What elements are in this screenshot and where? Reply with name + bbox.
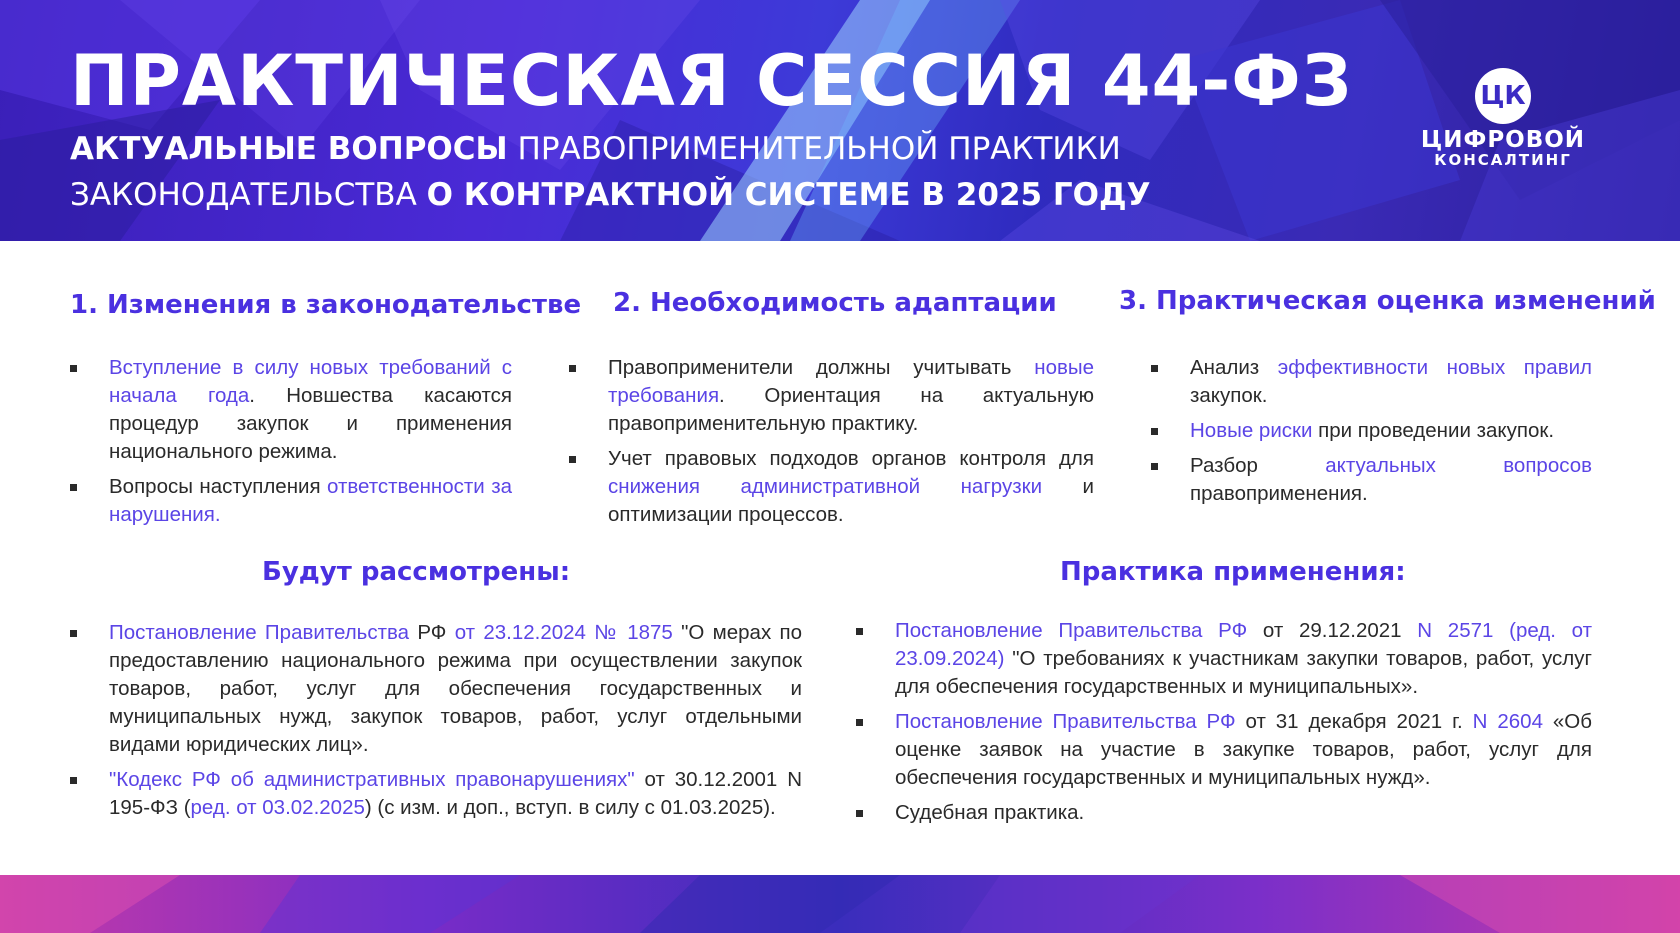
list-text: Вопросы наступления — [109, 475, 328, 498]
list-text: Правоприменители должны учитывать — [608, 356, 1035, 379]
section-3-list — [1151, 354, 1592, 515]
list-item — [70, 354, 512, 466]
list-text: «Об оценке заявок на участие в закупке товаров, работ, услуг для обеспечения государственных и муниципальных нужд». — [895, 710, 1592, 789]
section-5-title: Практика применения: — [1060, 557, 1406, 587]
list-text: . Ориентация на актуальную правоприменительную практику. — [608, 384, 1094, 435]
list-item — [856, 708, 1592, 792]
highlighted-text: Постановление Правительства РФ — [895, 619, 1248, 642]
list-text: Анализ — [1190, 356, 1278, 379]
list-item — [569, 445, 1094, 529]
bullet-icon — [1151, 463, 1158, 470]
bullet-icon — [70, 630, 77, 637]
section-2-title: 2. Необходимость адаптации — [613, 288, 1057, 318]
list-item — [1151, 354, 1592, 410]
section-4-title: Будут рассмотрены: — [262, 557, 571, 587]
highlighted-text: Постановление Правительства — [109, 621, 410, 644]
bullet-icon — [856, 628, 863, 635]
section-2-list — [569, 354, 1094, 536]
bullet-icon — [1151, 428, 1158, 435]
bullet-icon — [70, 365, 77, 372]
list-text: от 30.12.2001 N 195-ФЗ ( — [109, 768, 802, 819]
bullet-icon — [70, 484, 77, 491]
list-text: РФ — [409, 621, 455, 644]
bullet-icon — [856, 719, 863, 726]
highlighted-text: актуальных вопросов — [1325, 454, 1592, 477]
subtitle-line-2 — [70, 172, 1170, 218]
highlighted-text: Вступление в силу новых требований с начала года — [109, 356, 512, 407]
subtitle-bold-2: О КОНТРАКТНОЙ СИСТЕМЕ В 2025 ГОДУ — [426, 177, 1151, 213]
highlighted-text: от 23.12.2024 № 1875 — [454, 621, 673, 644]
list-text: закупок. — [1190, 384, 1268, 407]
logo-name: ЦИФРОВОЙ — [1420, 127, 1586, 153]
list-text: и оптимизации процессов. — [608, 475, 1094, 526]
list-text: "О требованиях к участникам закупки товаров, работ, услуг для обеспечения государственных и муниципальных». — [895, 647, 1592, 698]
page-subtitle — [70, 126, 1170, 218]
logo-subname: КОНСАЛТИНГ — [1434, 151, 1572, 169]
page-title: ПРАКТИЧЕСКАЯ СЕССИЯ 44-ФЗ — [70, 40, 1353, 122]
highlighted-text: "Кодекс РФ об административных правонарушениях" — [109, 768, 635, 791]
list-item — [856, 799, 1592, 827]
list-item — [569, 354, 1094, 438]
footer-decoration — [0, 875, 1680, 933]
list-item — [70, 473, 512, 529]
highlighted-text: Постановление Правительства РФ — [895, 710, 1236, 733]
subtitle-bold-1: АКТУАЛЬНЫЕ ВОПРОСЫ — [70, 131, 508, 167]
bullet-icon — [569, 365, 576, 372]
list-text: "О мерах по предоставлению национального режима при осуществлении закупок товаров, работ, услуг для обеспечения государственных и муниципальных нужд, закупок товаров, работ, услуг отдельными видами юридических лиц». — [109, 621, 803, 756]
section-1-title: 1. Изменения в законодательстве — [70, 290, 582, 320]
highlighted-text: N 2571 (ред. от 23.09.2024) — [895, 619, 1593, 670]
list-text: Разбор — [1190, 454, 1326, 477]
logo-mark: ЦК — [1475, 68, 1531, 124]
subtitle-rest-1: ПРАВОПРИМЕНИТЕЛЬНОЙ ПРАКТИКИ — [507, 131, 1121, 167]
bullet-icon — [70, 777, 77, 784]
list-text: Учет правовых подходов органов контроля для — [608, 447, 1094, 470]
list-item — [856, 617, 1592, 701]
section-5-list — [856, 617, 1592, 834]
list-text: Судебная практика. — [895, 801, 1085, 824]
highlighted-text: ответственности за нарушения. — [109, 475, 512, 526]
highlighted-text: снижения административной нагрузки — [608, 475, 1043, 498]
section-3-title: 3. Практическая оценка изменений — [1119, 286, 1656, 316]
list-item — [70, 619, 802, 759]
bullet-icon — [1151, 365, 1158, 372]
footer-band — [0, 875, 1680, 933]
list-text: от 29.12.2021 — [1247, 619, 1418, 642]
section-1-list — [70, 354, 512, 536]
highlighted-text: Новые риски — [1190, 419, 1313, 442]
list-text: правоприменения. — [1190, 482, 1368, 505]
list-text: . Новшества касаются процедур закупок и применения национального режима. — [109, 384, 512, 463]
list-item — [1151, 452, 1592, 508]
highlighted-text: новые требования — [608, 356, 1094, 407]
subtitle-line-1 — [70, 126, 1170, 172]
list-text: от 31 декабря 2021 г. — [1235, 710, 1473, 733]
highlighted-text: N 2604 — [1472, 710, 1543, 733]
list-item — [1151, 417, 1592, 445]
bullet-icon — [569, 456, 576, 463]
highlighted-text: эффективности новых правил — [1277, 356, 1592, 379]
header-banner — [0, 0, 1680, 241]
highlighted-text: ред. от 03.02.2025 — [190, 796, 365, 819]
list-text: при проведении закупок. — [1312, 419, 1555, 442]
list-item — [70, 766, 802, 822]
company-logo — [1412, 68, 1594, 168]
section-4-list — [70, 619, 802, 829]
bullet-icon — [856, 810, 863, 817]
list-text: ) (с изм. и доп., вступ. в силу с 01.03.2025). — [364, 796, 776, 819]
subtitle-light-2: ЗАКОНОДАТЕЛЬСТВА — [70, 177, 427, 213]
